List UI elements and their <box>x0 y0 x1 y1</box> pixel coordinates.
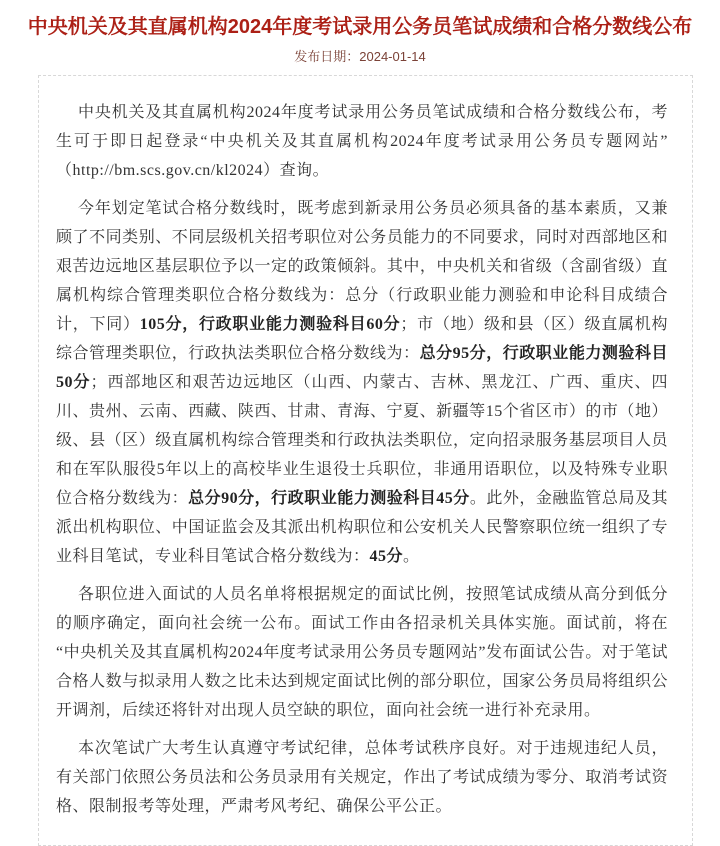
paragraph <box>56 734 668 821</box>
page-title: 中央机关及其直属机构2024年度考试录用公务员笔试成绩和合格分数线公布 <box>27 16 693 38</box>
text-segment-bold: 105分，行政职业能力测验科目60分 <box>139 316 401 333</box>
paragraph <box>56 580 668 725</box>
text-segment-bold: 45分 <box>369 548 404 565</box>
text-segment-bold: 总分90分，行政职业能力测验科目45分 <box>188 490 470 507</box>
text-segment: 各职位进入面试的人员名单将根据规定的面试比例，按照笔试成绩从高分到低分的顺序确定，面向社会统一公布。面试工作由各招录机关具体实施。面试前，将在“中央机关及其直属机构2024年度考试录用公务员专题网站”发布面试公告。对于笔试合格人数与拟录用人数之比未达到规定面试比例的部分职位，国家公务员局将组织公开调剂，后续还将针对出现人员空缺的职位，面向社会统一进行补充录用。 <box>56 586 668 719</box>
text-segment: 中央机关及其直属机构2024年度考试录用公务员笔试成绩和合格分数线公布，考生可于即日起登录“中央机关及其直属机构2024年度考试录用公务员专题网站”（http://bm.scs.gov.cn/kl2024）查询。 <box>56 104 668 179</box>
article-body <box>56 98 668 821</box>
text-segment: ；西部地区和艰苦边远地区（山西、内蒙古、吉林、黑龙江、广西、重庆、四川、贵州、云南、西藏、陕西、甘肃、青海、宁夏、新疆等15个省区市）的市（地）级、县（区）级直属机构综合管理类和行政执法类职位，定向招录服务基层项目人员和在军队服役5年以上的高校毕业生退役士兵职位，非通用语职位，以及特殊专业职位合格分数线为： <box>56 374 668 507</box>
paragraph <box>56 98 668 185</box>
content-box <box>38 75 693 846</box>
paragraph <box>56 194 668 571</box>
publish-date: 发布日期：2024-01-14 <box>294 49 426 64</box>
text-segment: 本次笔试广大考生认真遵守考试纪律，总体考试秩序良好。对于违规违纪人员，有关部门依照公务员法和公务员录用有关规定，作出了考试成绩为零分、取消考试资格、限制报考等处理，严肃考风考纪、确保公平公正。 <box>56 740 668 815</box>
text-segment: 。此外，金融监管总局及其派出机构职位、中国证监会及其派出机构职位和公安机关人民警察职位统一组织了专业科目笔试，专业科目笔试合格分数线为： <box>56 490 668 565</box>
text-segment: 。 <box>403 548 420 565</box>
text-segment: 今年划定笔试合格分数线时，既考虑到新录用公务员必须具备的基本素质，又兼顾了不同类别、不同层级机关招考职位对公务员能力的不同要求，同时对西部地区和艰苦边远地区基层职位予以一定的政策倾斜。其中，中央机关和省级（含副省级）直属机构综合管理类职位合格分数线为：总分（行政职业能力测验和申论科目成绩合计，下同） <box>56 200 668 333</box>
text-segment-bold: 总分95分，行政职业能力测验科目50分 <box>56 345 668 391</box>
text-segment: ；市（地）级和县（区）级直属机构综合管理类职位，行政执法类职位合格分数线为： <box>56 316 668 362</box>
